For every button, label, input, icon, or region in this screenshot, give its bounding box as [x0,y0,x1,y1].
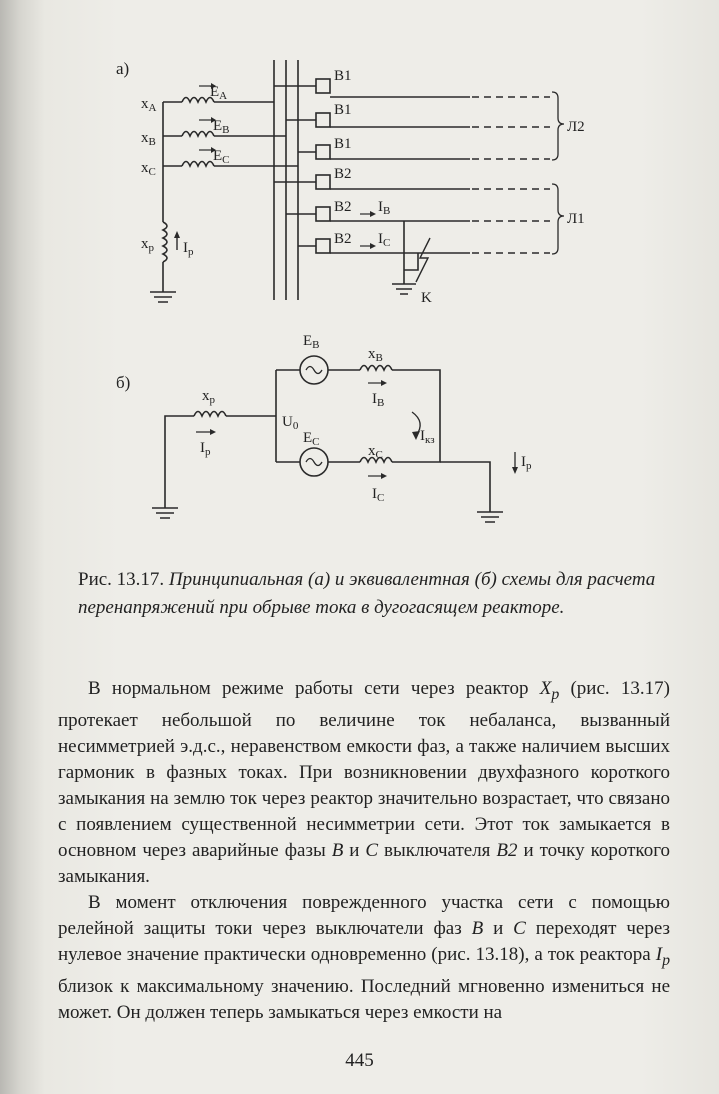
coil-xb [360,366,392,371]
svg-text:xC: $x_C$ [368,443,383,461]
svg-text:xB: $x_B$ [141,130,156,148]
brace-l1 [552,184,564,254]
breaker-b1-2 [316,113,330,127]
svg-text:xB: $x_B$ [368,346,383,364]
svg-text:EB: $E_B$ [213,118,230,136]
figure-a-labels [116,59,585,306]
fault-wire-c [404,253,418,270]
ground-k [392,284,416,294]
breaker-b2-2 [316,207,330,221]
figure-b [152,356,518,522]
ground-b-right [477,512,503,522]
svg-text:B2: B2 [334,166,352,182]
breaker-b1-3 [316,145,330,159]
figure-caption [78,566,678,622]
wire-left [165,416,194,508]
breaker-b2-3 [316,239,330,253]
panel-label-a: а) [116,59,130,78]
svg-text:B2: B2 [334,199,352,215]
svg-text:xC: $x_C$ [141,160,156,178]
body-text [58,676,670,1026]
svg-text:IC: $I_C$ [378,231,391,249]
caption-number: Рис. 13.17. [78,569,165,590]
svg-text:K: K [421,290,432,306]
figure-b-labels [116,333,532,504]
svg-text:IB: $I_B$ [378,199,391,217]
caption-text: Принципиальная (а) и эквивалентная (б) схемы для расчета перенапряжений при обрыве тока в дугогасящем реакторе. [78,569,656,618]
paragraph-1: В нормальном режиме работы сети через реактор $X_p$ (рис. 13.17) протекает небольшой по величине ток небаланса, вызванный несимметрией э.д.с., неравенством емкости фаз, а также наличием высших гармоник в фазных токах. При возникновении двухфазного короткого замыкания на землю ток через реактор значительно возрастает, что связано с появлением существенной несимметрии сети. Этот ток замыкается в основном через аварийные фазы B и C выключателя B2 и точку короткого замыкания. [58,678,671,887]
svg-text:Л2: Л2 [567,119,585,135]
svg-text:Ip: $I_p$ [521,454,532,472]
svg-text:EB: $E_B$ [303,333,320,351]
coil-xp-b [194,412,226,417]
coil-xp [163,222,167,262]
breaker-b1-1 [316,79,330,93]
panel-label-b: б) [116,373,131,392]
ground-b-left [152,508,178,518]
svg-text:Л1: Л1 [567,211,585,227]
ground-a [150,292,176,302]
svg-text:EC: $E_C$ [303,430,320,448]
svg-text:EA: $E_A$ [210,84,228,102]
svg-text:xp: $x_p$ [141,236,154,254]
brace-l2 [552,92,564,160]
wire-right [440,462,490,512]
svg-text:Iкз: $I_{кз}$ [420,428,435,446]
svg-text:U0: $U_0$ [282,414,299,432]
svg-text:B2: B2 [334,231,352,247]
svg-text:IC: $I_C$ [372,486,385,504]
page-number: 445 [345,1050,374,1071]
svg-text:B1: B1 [334,68,352,84]
breaker-b2-1 [316,175,330,189]
svg-text:EC: $E_C$ [213,148,230,166]
svg-text:IB: $I_B$ [372,391,385,409]
coil-eb [182,132,214,137]
svg-text:xp: $x_p$ [202,388,215,406]
svg-text:Ip: $I_p$ [183,240,194,258]
svg-text:Ip: $I_p$ [200,440,211,458]
svg-text:xA: $x_A$ [141,96,157,114]
svg-text:B1: B1 [334,102,352,118]
coil-ec [182,162,214,167]
paragraph-2: В момент отключения поврежденного участка сети с помощью релейной защиты токи через выключатели фаз B и C переходят через нулевое значение практически одновременно (рис. 13.18), а ток реактора $I_p$ близок к максимальному значению. Последний мгновенно измениться не может. Он должен теперь замыкаться через емкости на [58,891,670,1023]
svg-text:B1: B1 [334,136,352,152]
